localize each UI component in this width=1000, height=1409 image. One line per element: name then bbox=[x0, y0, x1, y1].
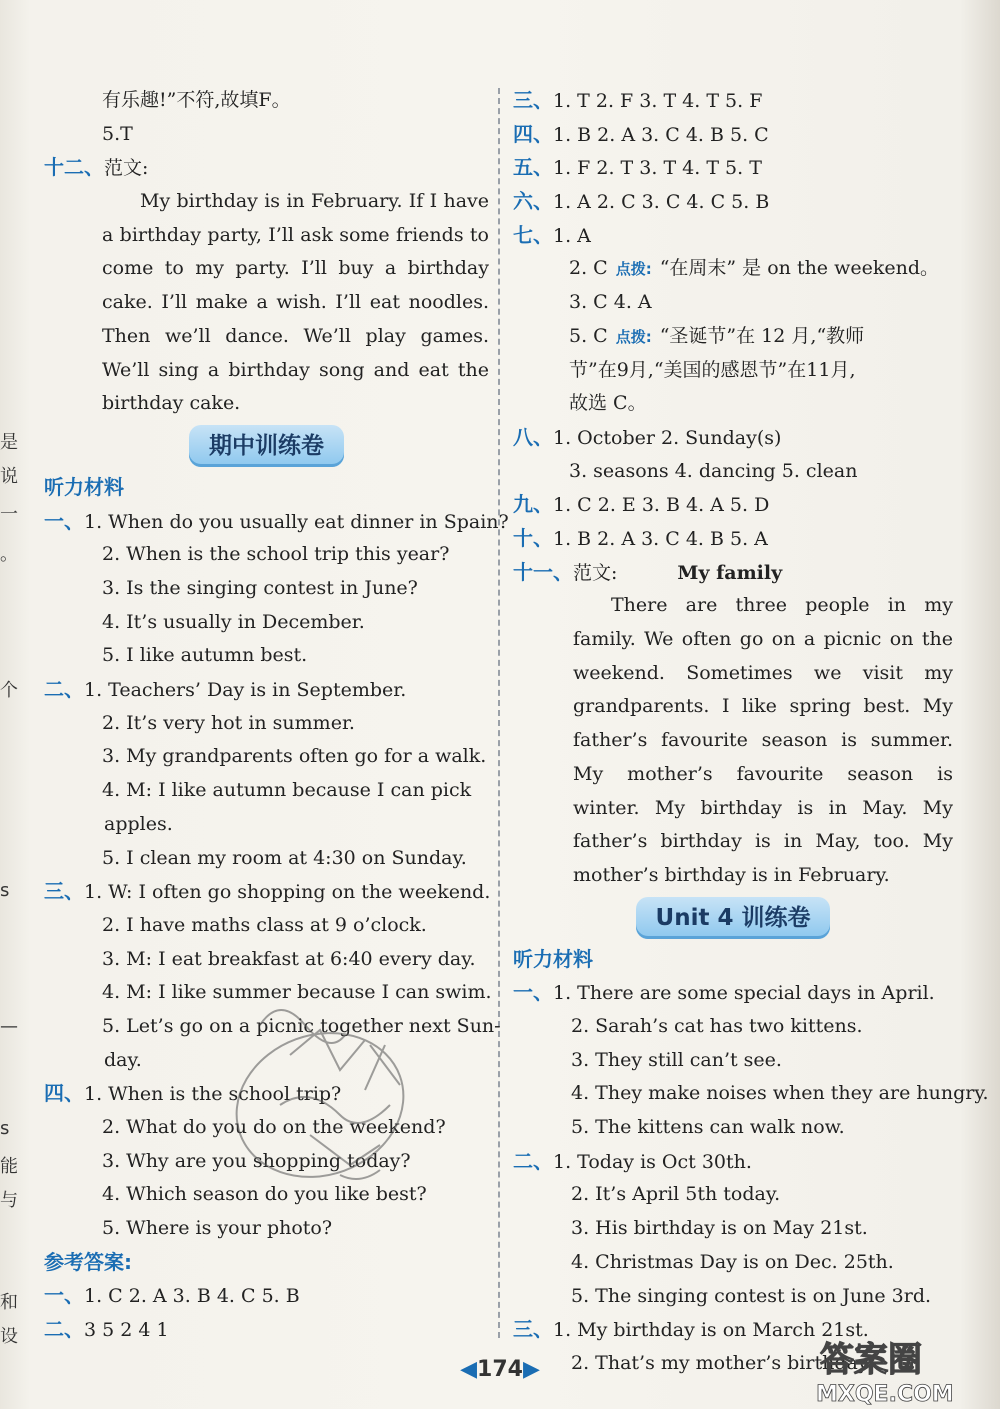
question-line: 3. M: I eat breakfast at 6:40 every day. bbox=[102, 947, 476, 970]
section-label: 三、 bbox=[513, 88, 553, 112]
question-line: 3. Is the singing contest in June? bbox=[102, 577, 418, 600]
section-label: 二、 bbox=[44, 677, 84, 702]
essay-title: My family bbox=[677, 561, 783, 584]
banner-title: 期中训练卷 bbox=[189, 425, 344, 467]
question-line: 二、1. Today is Oct 30th. bbox=[513, 1148, 752, 1173]
question-line: 5. I like autumn best. bbox=[102, 644, 308, 667]
hint-text: “圣诞节”在 12 月,“教师 bbox=[659, 324, 865, 347]
unit4-banner bbox=[513, 897, 953, 939]
answer-line: 十、1. B 2. A 3. C 4. B 5. A bbox=[513, 525, 768, 550]
question-line: 一、1. When do you usually eat dinner in Spain? bbox=[44, 508, 509, 533]
section-label: 五、 bbox=[513, 155, 553, 180]
hint-label: 点拨: bbox=[615, 260, 652, 279]
edge-fragment: 是 bbox=[0, 432, 18, 453]
section-label: 九、 bbox=[513, 492, 553, 517]
answer-line: 二、3 5 2 4 1 bbox=[44, 1317, 169, 1342]
section-header bbox=[44, 151, 489, 185]
question-line: 4. M: I like autumn because I can pick bbox=[102, 779, 472, 802]
edge-fragment: 个 bbox=[0, 680, 18, 701]
edge-fragment: 能 bbox=[0, 1156, 18, 1177]
essay-paragraph bbox=[44, 185, 489, 421]
question-line: 5. The singing contest is on June 3rd. bbox=[571, 1284, 932, 1307]
edge-fragment: — bbox=[0, 1016, 18, 1037]
edge-fragment: s bbox=[0, 880, 10, 901]
question-line: 4. They make noises when they are hungry. bbox=[571, 1082, 989, 1105]
right-column bbox=[513, 84, 989, 1381]
section-label: 一、 bbox=[44, 508, 84, 533]
edge-fragment: 说 bbox=[0, 466, 18, 487]
watermark-text-top: 答案圈 bbox=[820, 1340, 922, 1380]
text-line: 有乐趣!”不符,故填F。 bbox=[102, 89, 291, 111]
page-number: ◀174▶ bbox=[460, 1357, 540, 1382]
text-line: 5.T bbox=[102, 122, 133, 145]
question-line: 5. Let’s go on a picnic together next Sun- bbox=[102, 1014, 501, 1037]
listening-heading: 听力材料 bbox=[513, 946, 593, 971]
question-line: 2. Sarah’s cat has two kittens. bbox=[571, 1015, 863, 1038]
handwritten-stamp-icon bbox=[220, 985, 430, 1205]
answer-line: 五、1. F 2. T 3. T 4. T 5. T bbox=[513, 155, 762, 180]
question-line: 2. It’s very hot in summer. bbox=[102, 711, 355, 734]
section-label: 六、 bbox=[513, 189, 553, 214]
section-label: 二、 bbox=[44, 1317, 84, 1342]
question-line: 2. I have maths class at 9 o’clock. bbox=[102, 913, 427, 936]
section-label: 四、 bbox=[44, 1081, 84, 1106]
question-line: apples. bbox=[104, 812, 173, 835]
question-line: 5. The kittens can walk now. bbox=[571, 1116, 845, 1139]
previous-page-edge bbox=[0, 0, 18, 1409]
edge-fragment: 一 bbox=[0, 504, 18, 525]
answer-line: 六、1. A 2. C 3. C 4. C 5. B bbox=[513, 189, 770, 214]
section-label: 十一、 bbox=[513, 559, 573, 584]
answer-line: 3. C 4. A bbox=[569, 291, 652, 314]
question-line: 4. It’s usually in December. bbox=[102, 610, 365, 633]
banner-title: Unit 4 训练卷 bbox=[636, 897, 831, 939]
answers-heading: 参考答案: bbox=[44, 1249, 132, 1274]
question-line: 2. It’s April 5th today. bbox=[571, 1183, 781, 1206]
question-line: day. bbox=[104, 1048, 142, 1071]
essay-paragraph bbox=[513, 589, 953, 892]
question-line: 二、1. Teachers’ Day is in September. bbox=[44, 677, 407, 702]
question-line: 2. What do you do on the weekend? bbox=[102, 1116, 446, 1139]
question-line: 三、1. My birthday is on March 21st. bbox=[513, 1317, 869, 1342]
section-label: 十二、 bbox=[44, 155, 104, 180]
midterm-banner bbox=[44, 425, 489, 467]
answer-line: 九、1. C 2. E 3. B 4. A 5. D bbox=[513, 492, 770, 517]
question-line: 3. My grandparents often go for a walk. bbox=[102, 745, 487, 768]
answer-line: 四、1. B 2. A 3. C 4. B 5. C bbox=[513, 121, 769, 146]
answer-line: 节”在9月,“美国的感恩节”在11月, bbox=[569, 358, 856, 381]
question-line: 5. Where is your photo? bbox=[102, 1217, 333, 1240]
question-line: 5. I clean my room at 4:30 on Sunday. bbox=[102, 846, 467, 869]
edge-fragment: 。 bbox=[0, 544, 18, 565]
section-label: 七、 bbox=[513, 222, 553, 247]
section-label: 三、 bbox=[513, 1317, 553, 1342]
essay-text: My birthday is in February. If I have a birthday party, I’ll ask some friends to come to my party. I’ll buy a birthday cake. I’ll make a wish. I’ll eat noodles. Then we’ll dance. We’ll play games. We’ll sing a birthday song and eat the birthday cake. bbox=[102, 190, 489, 415]
edge-fragment: 与 bbox=[0, 1190, 18, 1211]
question-line: 三、1. W: I often go shopping on the weekend. bbox=[44, 879, 491, 904]
section-title: 范文: bbox=[104, 157, 149, 180]
section-label: 四、 bbox=[513, 121, 553, 146]
edge-fragment: 设 bbox=[0, 1326, 18, 1347]
question-line: 2. When is the school trip this year? bbox=[102, 543, 450, 566]
section-header: 十一、范文: My family bbox=[513, 559, 783, 584]
hint-text: “在周末” 是 on the weekend。 bbox=[659, 257, 940, 280]
answer-line: 七、1. A bbox=[513, 222, 591, 247]
question-line: 3. They still can’t see. bbox=[571, 1048, 782, 1071]
essay-text: There are three people in my family. We often go on a picnic on the weekend. Sometimes we visit my grandparents. I like spring best. My father’s favourite season is summer. My mother’s favourite season is winter. My birthday is in May. My father’s birthday is in May, too. My mother’s birthday is in February. bbox=[573, 594, 953, 886]
answer-line: 三、1. T 2. F 3. T 4. T 5. F bbox=[513, 88, 763, 112]
question-line: 2. That’s my mother’s birthday bbox=[571, 1351, 869, 1374]
question-line: 一、1. There are some special days in April. bbox=[513, 980, 935, 1005]
section-label: 一、 bbox=[513, 980, 553, 1005]
section-label: 八、 bbox=[513, 424, 553, 449]
answer-line: 2. C 点拨: “在周末” 是 on the weekend。 bbox=[569, 257, 940, 280]
question-line: 4. M: I like summer because I can swim. bbox=[102, 981, 492, 1004]
answer-line: 一、1. C 2. A 3. B 4. C 5. B bbox=[44, 1283, 300, 1308]
answer-line: 八、1. October 2. Sunday(s) bbox=[513, 424, 782, 449]
edge-fragment: s bbox=[0, 1118, 10, 1139]
section-label: 一、 bbox=[44, 1283, 84, 1308]
column-divider bbox=[498, 88, 500, 1338]
section-label: 二、 bbox=[513, 1148, 553, 1173]
answer-line: 5. C 点拨: “圣诞节”在 12 月,“教师 bbox=[569, 324, 865, 347]
hint-label: 点拨: bbox=[615, 327, 652, 346]
question-line: 4. Christmas Day is on Dec. 25th. bbox=[571, 1250, 894, 1273]
section-label: 三、 bbox=[44, 879, 84, 904]
question-line: 3. His birthday is on May 21st. bbox=[571, 1217, 868, 1240]
question-line: 4. Which season do you like best? bbox=[102, 1183, 427, 1206]
listening-heading: 听力材料 bbox=[44, 474, 124, 499]
question-line: 四、1. When is the school trip? bbox=[44, 1081, 342, 1106]
watermark-logo bbox=[802, 1333, 992, 1407]
edge-fragment: 和 bbox=[0, 1292, 18, 1313]
answer-line: 3. seasons 4. dancing 5. clean bbox=[569, 459, 858, 482]
section-label: 十、 bbox=[513, 525, 553, 550]
watermark-text-bottom: MXQE.COM bbox=[816, 1382, 954, 1407]
question-line: 3. Why are you shopping today? bbox=[102, 1149, 411, 1172]
answer-line: 故选 C。 bbox=[569, 392, 647, 415]
